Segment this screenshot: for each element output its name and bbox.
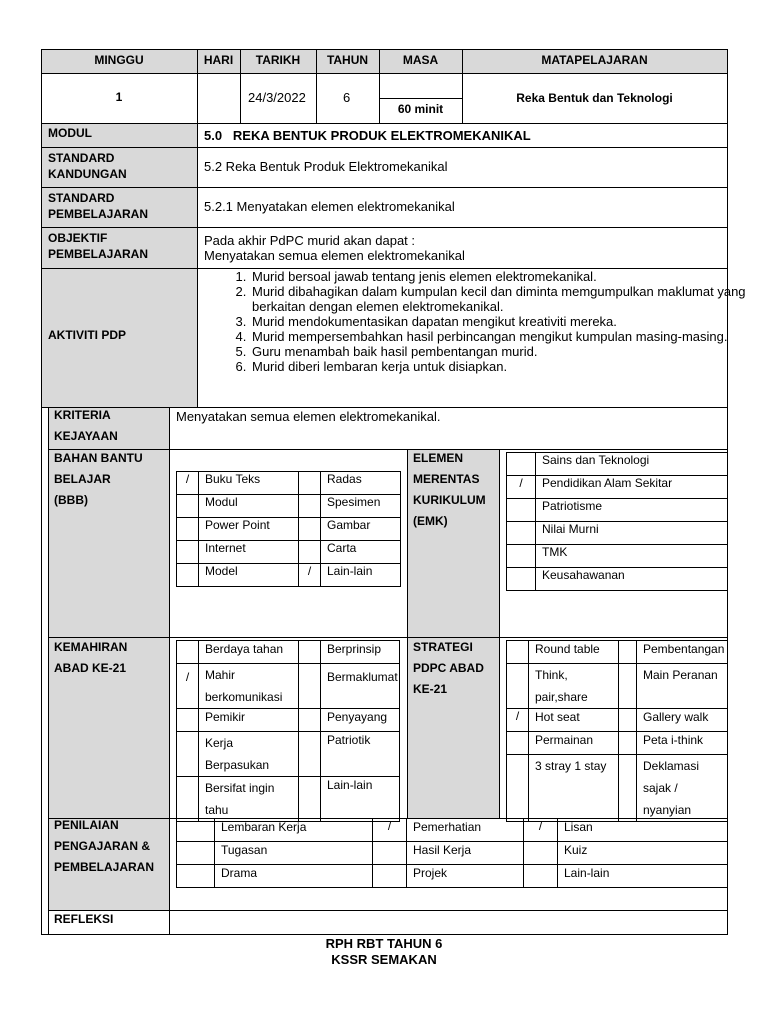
emk-item: Patriotisme <box>536 499 728 522</box>
standard-pembelajaran-label: STANDARD PEMBELAJARAN <box>48 191 149 221</box>
abad-mark <box>177 641 199 664</box>
objektif-line1: Pada akhir PdPC murid akan dapat : <box>204 233 416 248</box>
bbb-item: Gambar <box>321 518 401 541</box>
bbb-item: Power Point <box>199 518 299 541</box>
abad-label: KEMAHIRAN ABAD KE-21 <box>54 640 128 675</box>
abad-item: Mahir berkomunikasi <box>199 664 299 709</box>
emk-item: Nilai Murni <box>536 522 728 545</box>
emk-mark <box>507 499 536 522</box>
standard-kandungan-value: 5.2 Reka Bentuk Produk Elektromekanikal <box>204 159 448 174</box>
strategi-label: STRATEGI PDPC ABAD KE-21 <box>413 640 484 696</box>
abad-item: Berprinsip <box>321 641 400 664</box>
penilaian-mark: / <box>524 819 558 842</box>
strategi-item: Round table <box>529 641 619 664</box>
objektif-label: OBJEKTIF PEMBELAJARAN <box>48 231 149 261</box>
penilaian-mark <box>177 842 215 865</box>
tarikh-value: 24/3/2022 <box>248 90 306 105</box>
strategi-item: Pembentangan <box>637 641 728 664</box>
emk-item: Pendidikan Alam Sekitar <box>536 476 728 499</box>
bbb-item: Carta <box>321 541 401 564</box>
strategi-mark <box>619 664 637 709</box>
kriteria-label: KRITERIA KEJAYAAN <box>54 408 118 443</box>
strategi-item: Peta i-think <box>637 732 728 755</box>
bbb-item: Spesimen <box>321 495 401 518</box>
emk-mark <box>507 568 536 591</box>
standard-pembelajaran-value: 5.2.1 Menyatakan elemen elektromekanikal <box>204 199 455 214</box>
penilaian-grid <box>176 818 728 888</box>
bbb-mark <box>177 564 199 587</box>
objektif-line2: Menyatakan semua elemen elektromekanikal <box>204 248 465 263</box>
strategi-mark <box>507 732 529 755</box>
emk-mark <box>507 453 536 476</box>
penilaian-item: Drama <box>215 865 373 888</box>
emk-label: ELEMEN MERENTAS KURIKULUM (EMK) <box>413 451 486 528</box>
abad-item: Penyayang <box>321 709 400 732</box>
kriteria-value: Menyatakan semua elemen elektromekanikal. <box>176 409 441 424</box>
aktiviti-item: 3. Murid mendokumentasikan dapatan mengikut kreativiti mereka. <box>250 314 768 329</box>
strategi-item: Hot seat <box>529 709 619 732</box>
bbb-mark <box>177 495 199 518</box>
standard-kandungan-label: STANDARD KANDUNGAN <box>48 151 127 181</box>
abad-mark <box>299 732 321 777</box>
abad-item: Kerja Berpasukan <box>199 732 299 777</box>
strategi-item: 3 stray 1 stay <box>529 755 619 822</box>
penilaian-item: Hasil Kerja <box>407 842 524 865</box>
strategi-mark: / <box>507 709 529 732</box>
strategi-mark <box>619 755 637 822</box>
bbb-item: Lain-lain <box>321 564 401 587</box>
abad-mark <box>299 664 321 709</box>
bbb-mark: / <box>177 472 199 495</box>
penilaian-item: Kuiz <box>558 842 728 865</box>
penilaian-mark <box>373 842 407 865</box>
abad-item: Lain-lain <box>321 777 400 822</box>
bbb-mark <box>299 518 321 541</box>
matapelajaran-value: Reka Bentuk dan Teknologi <box>516 91 673 105</box>
bbb-mark: / <box>299 564 321 587</box>
emk-item: TMK <box>536 545 728 568</box>
penilaian-label: PENILAIAN PENGAJARAN & PEMBELAJARAN <box>54 818 155 874</box>
footer-line1: RPH RBT TAHUN 6 <box>325 936 443 951</box>
aktiviti-label: AKTIVITI PDP <box>48 328 127 342</box>
penilaian-item: Projek <box>407 865 524 888</box>
bbb-mark <box>177 518 199 541</box>
strategi-mark <box>507 664 529 709</box>
emk-item: Keusahawanan <box>536 568 728 591</box>
abad-mark <box>177 732 199 777</box>
penilaian-mark <box>524 865 558 888</box>
abad-item: Pemikir <box>199 709 299 732</box>
penilaian-mark <box>177 819 215 842</box>
masa-value: 60 minit <box>397 102 444 116</box>
emk-mark: / <box>507 476 536 499</box>
minggu-value: 1 <box>115 90 123 104</box>
header-masa: MASA <box>402 53 439 67</box>
aktiviti-item: 5. Guru menambah baik hasil pembentangan murid. <box>250 344 768 359</box>
abad-item: Bermaklumat <box>321 664 400 709</box>
bbb-mark <box>299 472 321 495</box>
bbb-item: Model <box>199 564 299 587</box>
tahun-value: 6 <box>343 90 351 105</box>
bbb-item: Modul <box>199 495 299 518</box>
penilaian-item: Lembaran Kerja <box>215 819 373 842</box>
penilaian-item: Lain-lain <box>558 865 728 888</box>
strategi-mark <box>619 709 637 732</box>
abad-item: Bersifat ingin tahu <box>199 777 299 822</box>
strategi-item: Think, pair,share <box>529 664 619 709</box>
penilaian-mark <box>373 865 407 888</box>
abad-mark <box>299 709 321 732</box>
strategi-mark <box>507 755 529 822</box>
strategi-item: Main Peranan <box>637 664 728 709</box>
aktiviti-item: 2. Murid dibahagikan dalam kumpulan kecil dan diminta memgumpulkan maklumat yang berkaitan dengan elemen elektromekanikal. <box>250 284 768 314</box>
header-matapelajaran: MATAPELAJARAN <box>541 53 648 67</box>
abad-item: Berdaya tahan <box>199 641 299 664</box>
penilaian-item: Lisan <box>558 819 728 842</box>
aktiviti-item: 4. Murid mempersembahkan hasil perbincangan mengikut kumpulan masing-masing. <box>250 329 768 344</box>
abad-mark: / <box>177 664 199 709</box>
abad-grid <box>176 640 400 822</box>
bbb-mark <box>177 541 199 564</box>
modul-value: 5.0 REKA BENTUK PRODUK ELEKTROMEKANIKAL <box>204 128 531 143</box>
bbb-mark <box>299 495 321 518</box>
strategi-item: Gallery walk <box>637 709 728 732</box>
penilaian-item: Tugasan <box>215 842 373 865</box>
footer-line2: KSSR SEMAKAN <box>331 952 437 967</box>
abad-mark <box>177 709 199 732</box>
bbb-item: Internet <box>199 541 299 564</box>
strategi-grid <box>506 640 728 822</box>
bbb-mark <box>299 541 321 564</box>
abad-mark <box>299 641 321 664</box>
bbb-item: Buku Teks <box>199 472 299 495</box>
penilaian-mark <box>177 865 215 888</box>
penilaian-mark: / <box>373 819 407 842</box>
aktiviti-list <box>202 269 768 374</box>
header-hari: HARI <box>203 53 234 67</box>
bbb-label: BAHAN BANTU BELAJAR (BBB) <box>54 451 143 507</box>
strategi-mark <box>619 732 637 755</box>
bbb-item: Radas <box>321 472 401 495</box>
strategi-item: Permainan <box>529 732 619 755</box>
emk-mark <box>507 545 536 568</box>
header-minggu: MINGGU <box>94 53 144 67</box>
modul-label: MODUL <box>48 126 92 140</box>
penilaian-mark <box>524 842 558 865</box>
penilaian-item: Pemerhatian <box>407 819 524 842</box>
strategi-mark <box>507 641 529 664</box>
emk-mark <box>507 522 536 545</box>
refleksi-label: REFLEKSI <box>54 912 114 926</box>
aktiviti-item: 1. Murid bersoal jawab tentang jenis elemen elektromekanikal. <box>250 269 768 284</box>
abad-mark <box>299 777 321 822</box>
emk-grid <box>506 452 728 591</box>
aktiviti-item: 6. Murid diberi lembaran kerja untuk disiapkan. <box>250 359 768 374</box>
emk-item: Sains dan Teknologi <box>536 453 728 476</box>
strategi-item: Deklamasi sajak / nyanyian <box>637 755 728 822</box>
abad-item: Patriotik <box>321 732 400 777</box>
abad-mark <box>177 777 199 822</box>
strategi-mark <box>619 641 637 664</box>
header-tahun: TAHUN <box>326 53 369 67</box>
bbb-grid <box>176 471 401 587</box>
header-tarikh: TARIKH <box>255 53 301 67</box>
